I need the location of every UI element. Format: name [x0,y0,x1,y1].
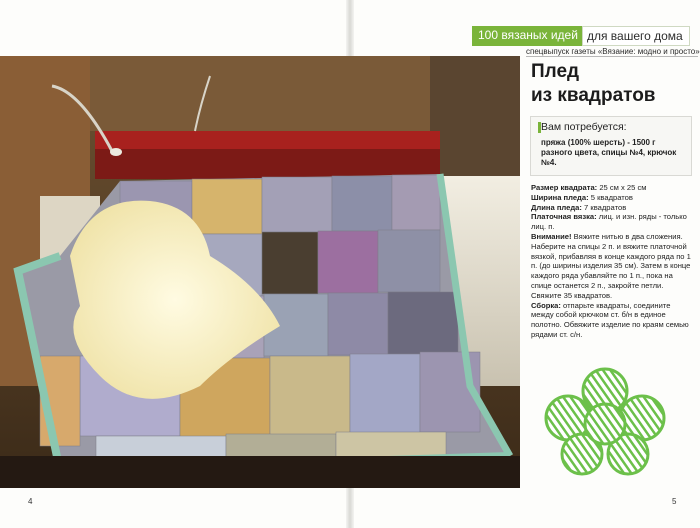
flower-motif-icon [540,366,670,476]
body-paragraph: Размер квадрата: 25 см х 25 см [531,183,647,192]
requirements-text: пряжа (100% шерсть) - 1500 г разного цвета, спицы №4, крючок №4. [541,138,677,167]
requirements-heading: Вам потребуется: [541,121,627,133]
article-title-line-2: из квадратов [531,85,656,106]
article-title [531,60,655,108]
body-paragraph: Платочная вязка: лиц. и изн. ряды - только лиц. п. [531,212,687,232]
body-paragraph: Ширина пледа: 5 квадратов [531,192,633,202]
series-banner [472,26,690,46]
header-rule [526,56,698,57]
page-number-left: 4 [28,497,33,506]
article-body [531,183,691,340]
page-number-right: 5 [672,497,677,506]
body-paragraph: Внимание! Вяжите нитью в два сложения. [531,231,683,241]
blanket-photo [0,56,520,488]
body-paragraph: Наберите на спицы 2 п. и вяжите платочной вязкой, прибавляя в конце каждого ряда по 1 п. (до ширины изделия 35 см). Затем в конце каждого ряда убавляйте по 1 п., пока на спице останется 2 п., закройте петли. Свяжите 35 квадратов. [531,241,691,300]
series-title-rest: для вашего дома [582,26,690,46]
series-title-highlight: 100 вязаных идей [472,26,582,46]
article-title-line-1: Плед [531,61,580,82]
body-paragraph: Сборка: отпарьте квадраты, соедините между собой крючком ст. б/н в единое полотно. Обвяжите изделие по краям семью рядами ст. с/н. [531,300,689,339]
issue-subtitle: спецвыпуск газеты «Вязание: модно и просто» [526,47,700,56]
body-paragraph: Длина пледа: 7 квадратов [531,202,627,212]
